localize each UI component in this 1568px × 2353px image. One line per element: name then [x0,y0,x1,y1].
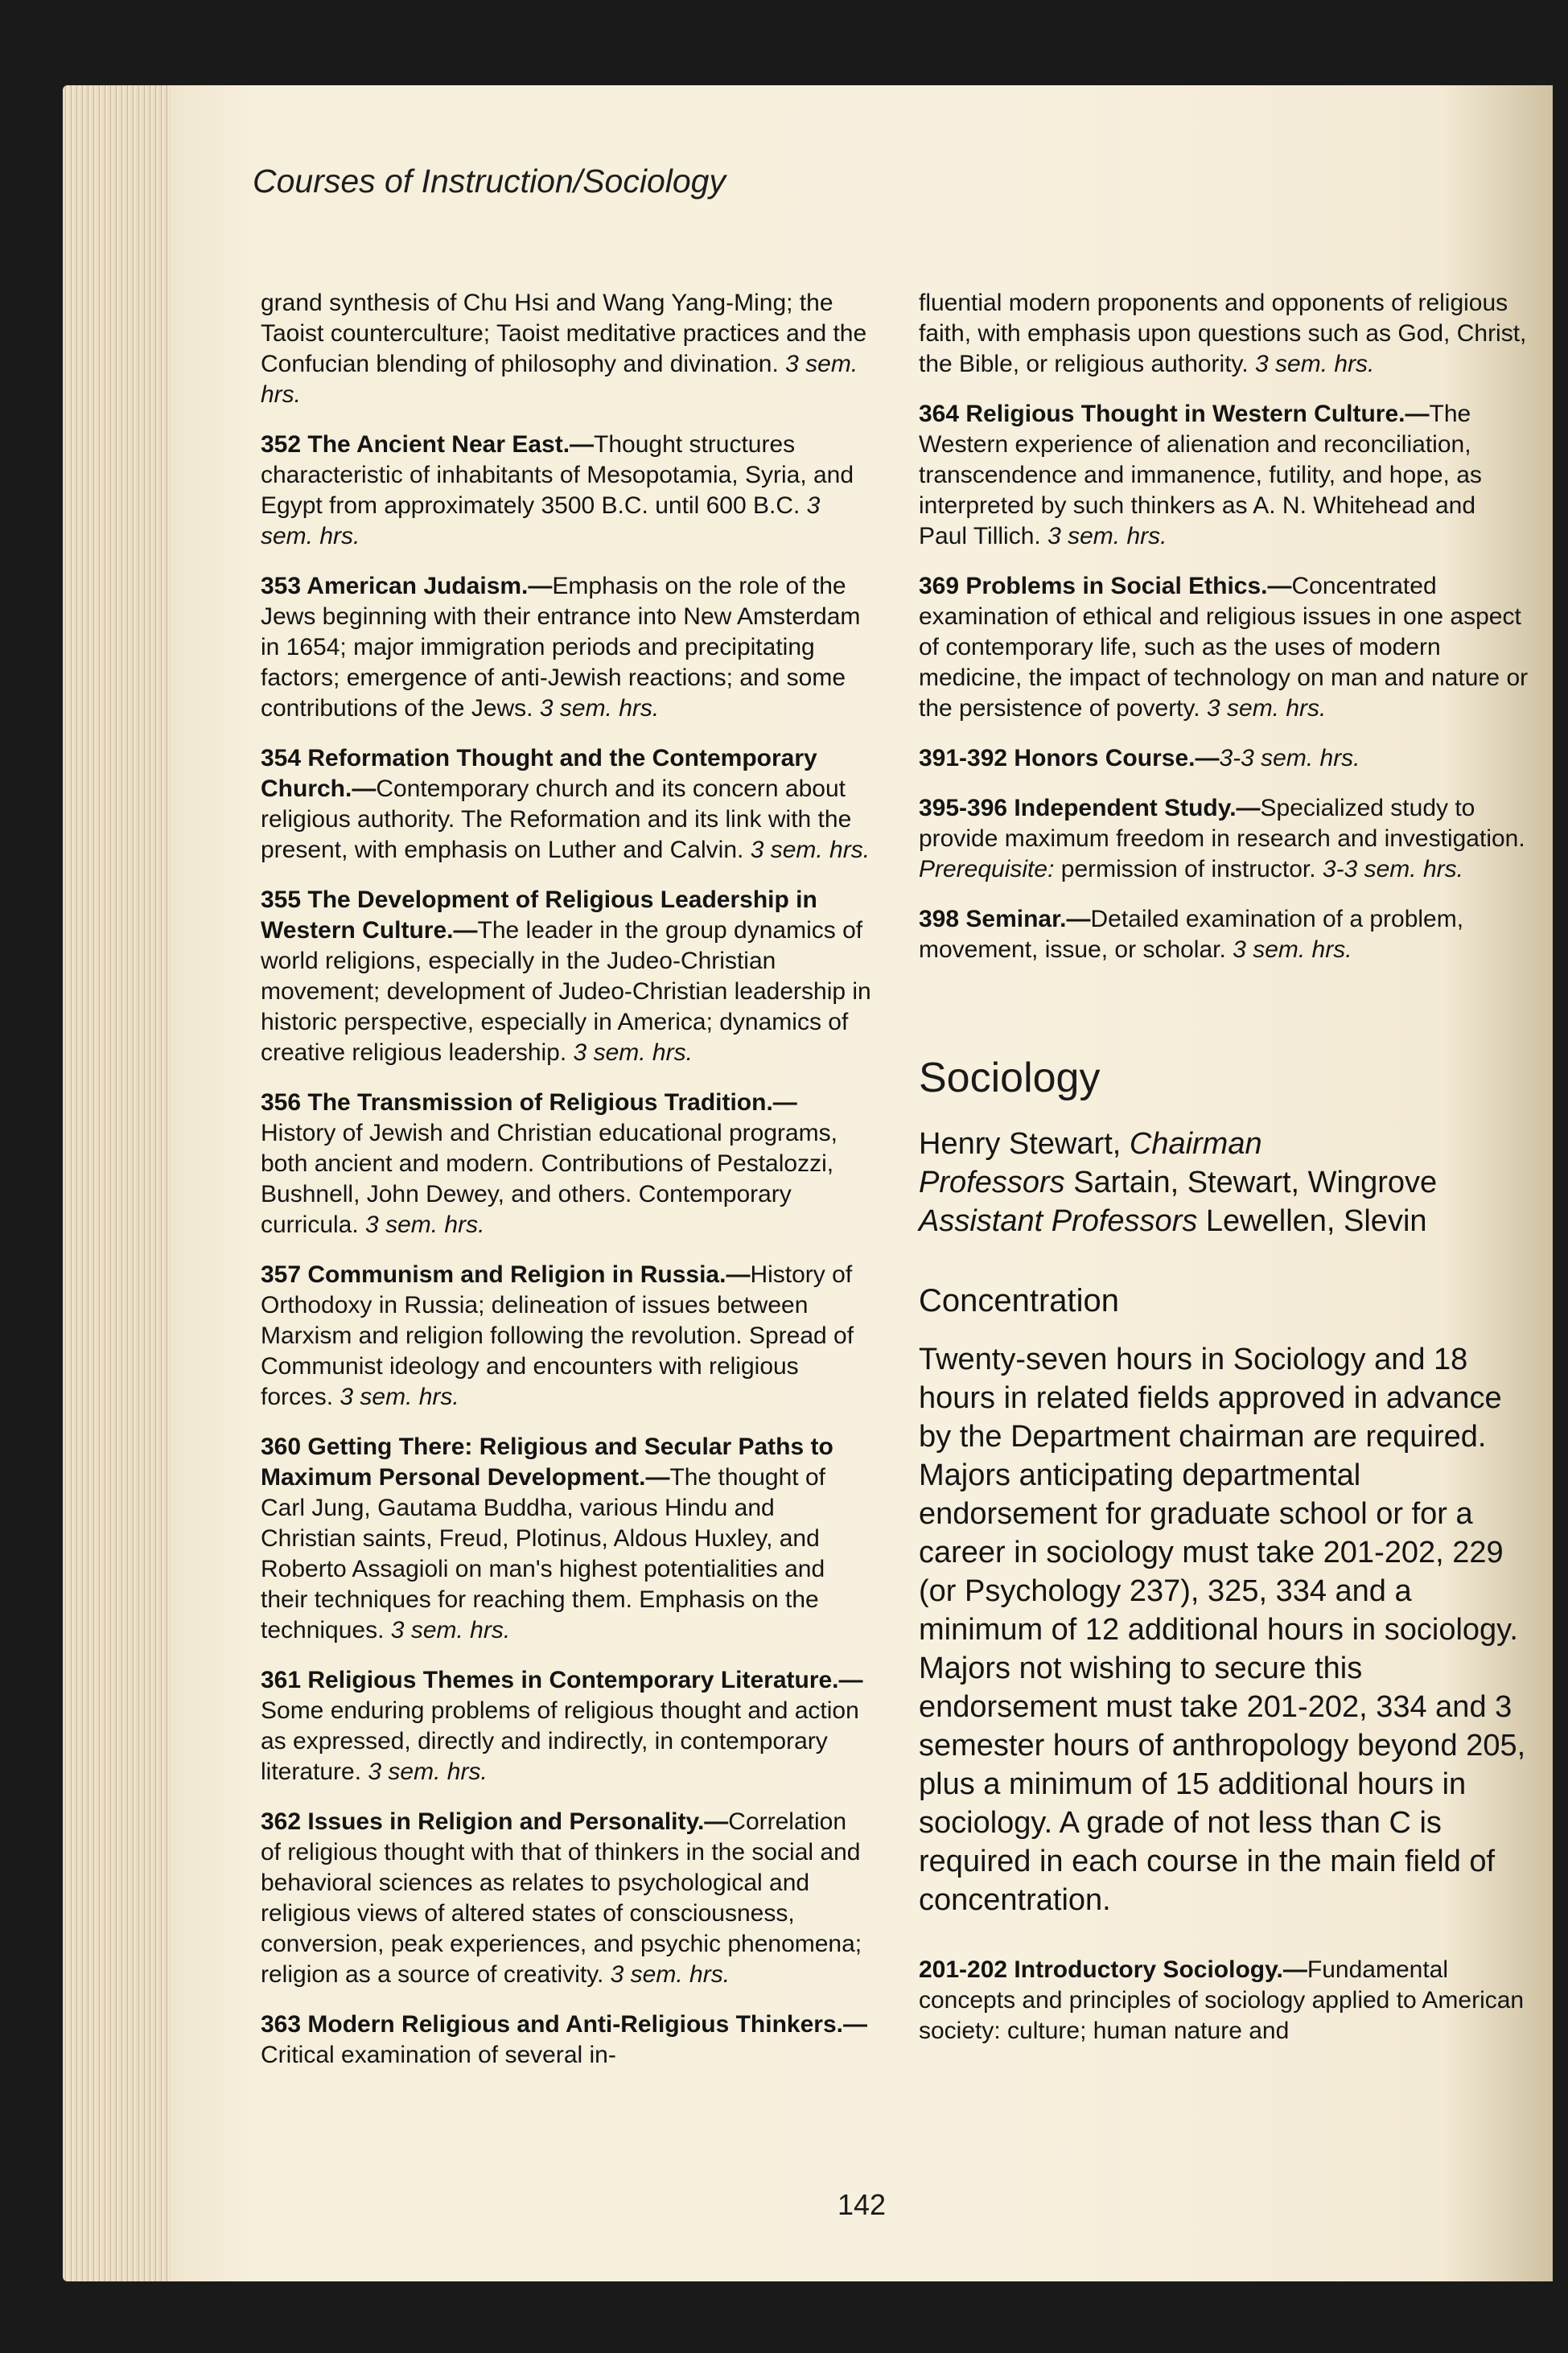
course-description: Correlation of religious thought with that of thinkers in the social and behavioral sciences as relates to psychological and religious views of altered states of consciousness, conversion, peak experiences, and psychic phenomena; religion as a source of creativity. [261,1808,862,1988]
concentration-text: Twenty-seven hours in Sociology and 18 hours in related fields approved in advance by the Department chairman are required. Majors anticipating departmental endorsement for graduate school or for a career in sociology must take 201-202, 229 (or Psychology 237), 325, 334 and a minimum of 12 additional hours in sociology. Majors not wishing to secure this endorsement must take 201-202, 334 and 3 semester hours of anthropology beyond 205, plus a minimum of 15 additional hours in sociology. A grade of not less than C is required in each course in the main field of concentration. [919,1343,1526,1917]
course-hours: 3 sem. hrs. [1047,523,1167,549]
course-description: Detailed examination of a problem, movement, issue, or scholar. [919,906,1464,963]
course-entry [919,793,1530,885]
course-hours: 3 sem. hrs. [368,1759,488,1785]
running-head: Courses of Instruction/Sociology [253,162,726,200]
assistant-professors-role: Assistant Professors [919,1204,1198,1238]
chairman-name: Henry Stewart, [919,1127,1121,1161]
course-hours: 3 sem. hrs. [261,492,821,549]
course-title: 395-396 Independent Study.— [919,795,1261,821]
course-title: 357 Communism and Religion in Russia.— [261,1261,751,1288]
course-title: 356 The Transmission of Religious Tradition.— [261,1089,797,1116]
course-description: The thought of Carl Jung, Gautama Buddha, various Hindu and Christian saints, Freud, Plotinus, Aldous Huxley, and Roberto Assagioli on man's highest potentialities and their techniques for reaching them. Emphasis on the techniques. [261,1464,825,1643]
course-entry [261,430,872,552]
course-title: 352 The Ancient Near East.— [261,431,595,458]
page-number: 142 [837,2188,887,2221]
concentration-heading: Concentration [919,1283,1120,1318]
book-page-edges [63,85,177,2281]
left-column [261,288,872,2090]
course-entry [919,1955,1530,2047]
course-entry [261,1088,872,1240]
course-title: 201-202 Introductory Sociology.— [919,1956,1307,1983]
course-entry [919,288,1530,380]
course-title: 355 The Development of Religious Leadership in Western Culture.— [261,886,817,944]
section-heading-sociology: Sociology [919,1055,1101,1101]
course-entry [261,2010,872,2071]
course-hours: 3 sem. hrs. [539,695,660,722]
assistant-professors-names: Lewellen, Slevin [1205,1204,1427,1238]
right-column [919,288,1530,2066]
course-description: Concentrated examination of ethical and religious issues in one aspect of contemporary life, such as the uses of modern medicine, the impact of technology on man and nature or the persistence of poverty. [919,573,1529,722]
course-entry [261,571,872,724]
course-entry [919,743,1530,774]
course-hours: 3-3 sem. hrs. [1322,856,1463,882]
course-hours: 3 sem. hrs. [261,351,858,408]
faculty-list [919,1125,1530,1240]
course-title: 369 Problems in Social Ethics.— [919,573,1292,599]
course-entry [261,743,872,866]
course-description: Contemporary church and its concern about religious authority. The Reformation and its link with the present, with emphasis on Luther and Calvin. [261,775,852,863]
course-title: 363 Modern Religious and Anti-Religious Thinkers.— [261,2011,867,2038]
course-description: Specialized study to provide maximum freedom in research and investigation. [919,795,1525,852]
course-title: 362 Issues in Religion and Personality.— [261,1808,729,1835]
course-hours: 3 sem. hrs. [1206,695,1327,722]
prerequisite-label: Prerequisite: [919,856,1055,882]
course-hours: 3 sem. hrs. [390,1617,511,1643]
course-description: Thought structures characteristic of inhabitants of Mesopotamia, Syria, and Egypt from approximately 3500 B.C. until 600 B.C. [261,431,854,519]
course-description: Fundamental concepts and principles of sociology applied to American society: culture; human nature and [919,1956,1525,2044]
course-description: Emphasis on the role of the Jews beginning with their entrance into New Amsterdam in 1654; major immigration periods and precipitating factors; emergence of anti-Jewish reactions; and some contributions of the Jews. [261,573,861,722]
prerequisite-text: permission of instructor. [1060,856,1316,882]
course-entry [919,904,1530,965]
course-entry [261,288,872,410]
course-entry [261,885,872,1068]
course-title: 398 Seminar.— [919,906,1091,932]
chairman-line [919,1125,1530,1163]
course-title: 391-392 Honors Course.— [919,745,1220,771]
book-page [171,85,1553,2281]
professors-names: Sartain, Stewart, Wingrove [1073,1166,1438,1199]
course-hours: 3 sem. hrs. [340,1384,459,1410]
course-description: Critical examination of several in- [261,2042,616,2068]
course-hours: 3 sem. hrs. [750,837,870,863]
course-hours: 3 sem. hrs. [365,1211,485,1238]
professors-line [919,1163,1530,1202]
course-description: The leader in the group dynamics of world religions, especially in the Judeo-Christian movement; development of Judeo-Christian leadership in historic perspective, especially in America; dynamics of creative religious leadership. [261,917,871,1066]
course-entry [919,571,1530,724]
course-title: 361 Religious Themes in Contemporary Literature.— [261,1667,863,1693]
course-description: The Western experience of alienation and reconciliation, transcendence and immanence, futility, and hope, as interpreted by such thinkers as A. N. Whitehead and Paul Tillich. [919,401,1482,549]
course-entry [919,399,1530,552]
course-hours: 3 sem. hrs. [610,1961,730,1988]
course-description: fluential modern proponents and opponents of religious faith, with emphasis upon questions such as God, Christ, the Bible, or religious authority. [919,290,1527,377]
course-entry [261,1260,872,1413]
assistant-professors-line [919,1202,1530,1240]
course-title: 354 Reformation Thought and the Contemporary Church.— [261,745,817,802]
course-hours: 3 sem. hrs. [1233,936,1352,963]
course-hours: 3 sem. hrs. [1255,351,1375,377]
course-title: 360 Getting There: Religious and Secular Paths to Maximum Personal Development.— [261,1434,833,1491]
course-description: History of Orthodoxy in Russia; delineation of issues between Marxism and religion following the revolution. Spread of Communist ideology and encounters with religious forces. [261,1261,854,1410]
course-entry [261,1665,872,1787]
course-description: History of Jewish and Christian educational programs, both ancient and modern. Contributions of Pestalozzi, Bushnell, John Dewey, and others. Contemporary curricula. [261,1120,838,1238]
professors-role: Professors [919,1166,1065,1199]
course-hours: 3 sem. hrs. [573,1039,693,1066]
course-description: grand synthesis of Chu Hsi and Wang Yang-Ming; the Taoist counterculture; Taoist meditative practices and the Confucian blending of philosophy and divination. [261,290,867,377]
course-title: 364 Religious Thought in Western Culture.— [919,401,1430,427]
course-entry [261,1432,872,1646]
course-hours: 3-3 sem. hrs. [1219,745,1360,771]
course-description: Some enduring problems of religious thought and action as expressed, directly and indirectly, in contemporary literature. [261,1697,859,1785]
course-title: 353 American Judaism.— [261,573,553,599]
course-entry [261,1807,872,1990]
chairman-role: Chairman [1129,1127,1262,1161]
